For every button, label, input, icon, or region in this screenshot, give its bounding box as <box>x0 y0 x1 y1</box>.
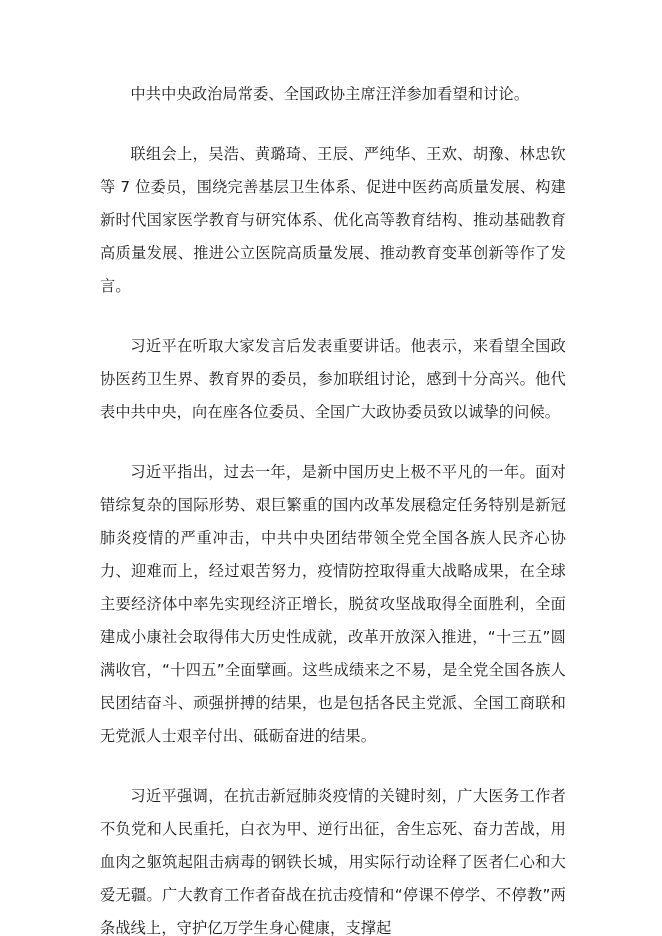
document-body <box>100 78 566 936</box>
paragraph-3: 习近平在听取大家发言后发表重要讲话。他表示，来看望全国政协医药卫生界、教育界的委员，参加联组讨论，感到十分高兴。他代表中共中央，向在座各位委员、全国广大政协委员致以诚挚的问候。 <box>100 337 566 421</box>
paragraph-5: 习近平强调，在抗击新冠肺炎疫情的关键时刻，广大医务工作者不负党和人民重托，白衣为甲、逆行出征，舍生忘死、奋力苦战，用血肉之躯筑起阻击病毒的钢铁长城，用实际行动诠释了医者仁心和大爱无疆。广大教育工作者奋战在抗击疫情和“停课不停学、不停教”两条战线上，守护亿万学生身心健康，支撑起 <box>100 787 566 936</box>
paragraph-2: 联组会上，吴浩、黄璐琦、王辰、严纯华、王欢、胡豫、林忠钦等 7 位委员，围绕完善基层卫生体系、促进中医药高质量发展、构建新时代国家医学教育与研究体系、优化高等教育结构、推动基础教育高质量发展、推进公立医院高质量发展、推动教育变革创新等作了发言。 <box>100 145 566 295</box>
paragraph-1: 中共中央政治局常委、全国政协主席汪洋参加看望和讨论。 <box>130 85 530 103</box>
paragraph-4: 习近平指出，过去一年，是新中国历史上极不平凡的一年。面对错综复杂的国际形势、艰巨繁重的国内改革发展稳定任务特别是新冠肺炎疫情的严重冲击，中共中央团结带领全党全国各族人民齐心协力、迎难而上，经过艰苦努力，疫情防控取得重大战略成果，在全球主要经济体中率先实现经济正增长，脱贫攻坚战取得全面胜利，全面建成小康社会取得伟大历史性成就，改革开放深入推进，“十三五”圆满收官，“十四五”全面擘画。这些成绩来之不易，是全党全国各族人民团结奋斗、顽强拼搏的结果，也是包括各民主党派、全国工商联和无党派人士艰辛付出、砥砺奋进的结果。 <box>100 463 566 745</box>
